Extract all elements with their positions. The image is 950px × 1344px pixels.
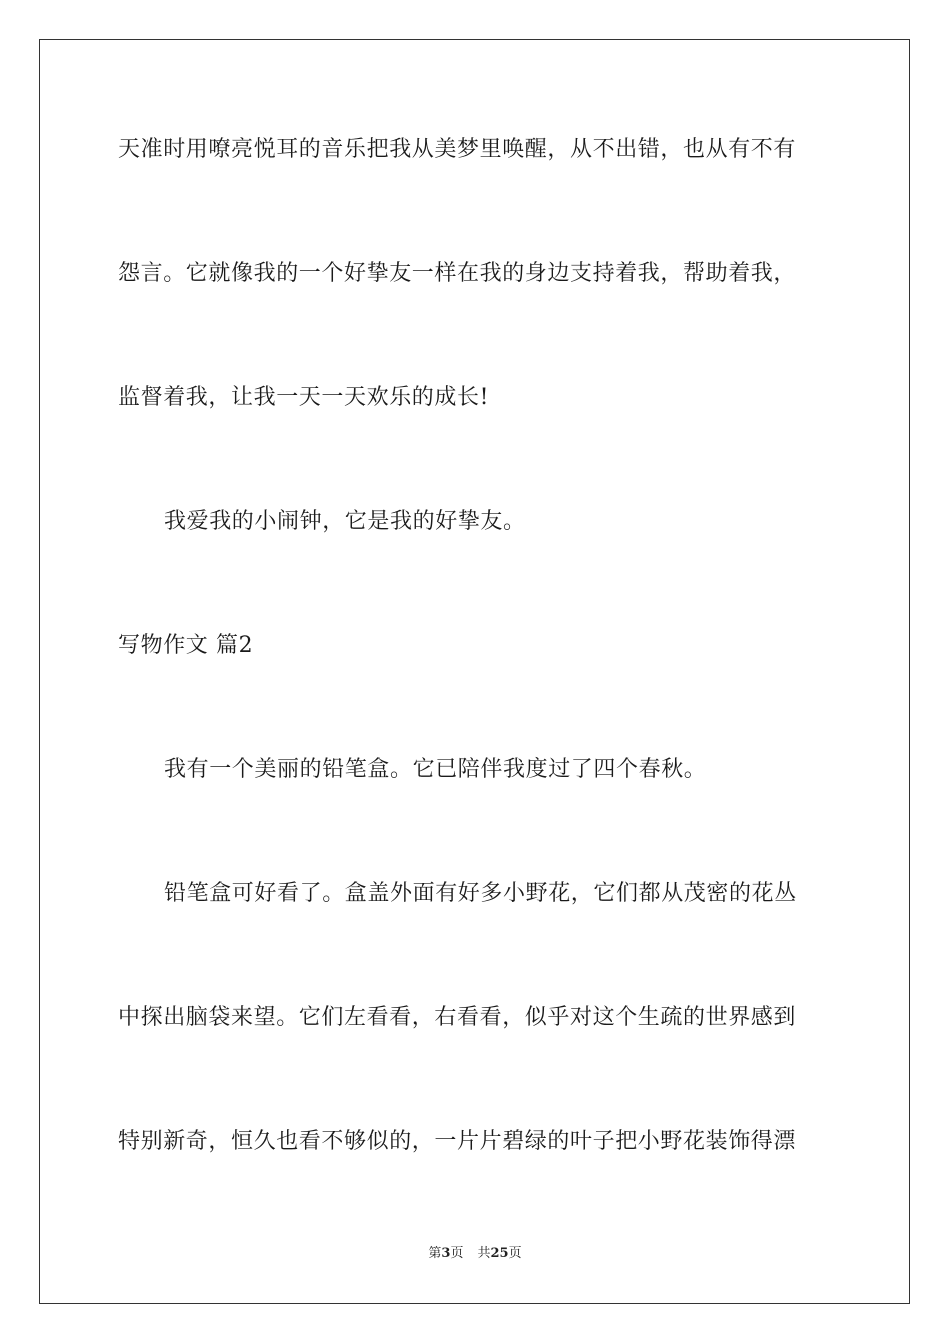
page-border — [39, 39, 910, 1304]
body-text-line: 怨言。它就像我的一个好挚友一样在我的身边支持着我，帮助着我， — [118, 261, 797, 286]
body-text-line: 我爱我的小闹钟，它是我的好挚友。 — [164, 509, 526, 534]
body-text-line: 铅笔盒可好看了。盒盖外面有好多小野花，它们都从茂密的花丛 — [164, 881, 797, 906]
body-text-line: 监督着我，让我一天一天欢乐的成长! — [118, 385, 490, 410]
total-suffix: 页 — [508, 1246, 522, 1261]
body-text-line: 特别新奇，恒久也看不够似的，一片片碧绿的叶子把小野花装饰得漂 — [118, 1129, 797, 1154]
body-text-line: 我有一个美丽的铅笔盒。它已陪伴我度过了四个春秋。 — [164, 757, 707, 782]
page-prefix: 第 — [428, 1246, 442, 1261]
section-heading: 写物作文 篇2 — [118, 633, 254, 658]
page-suffix: 页 — [450, 1246, 464, 1261]
body-text-line: 天准时用嘹亮悦耳的音乐把我从美梦里唤醒，从不出错，也从有不有 — [118, 137, 797, 162]
page-footer — [0, 1245, 950, 1263]
body-text-line: 中探出脑袋来望。它们左看看，右看看，似乎对这个生疏的世界感到 — [118, 1005, 797, 1030]
total-pages: 25 — [490, 1246, 509, 1261]
total-prefix: 共 — [477, 1246, 491, 1261]
page-number: 3 — [441, 1246, 451, 1261]
